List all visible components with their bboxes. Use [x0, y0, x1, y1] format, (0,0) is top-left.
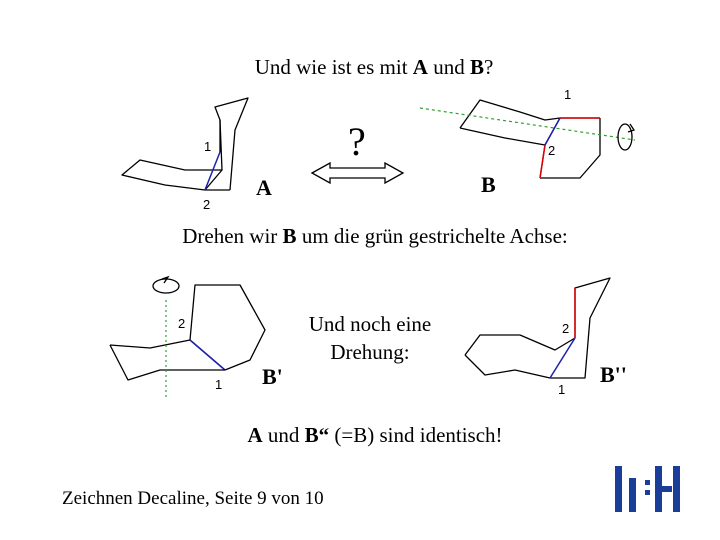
caption-another-rotation: Und noch eine Drehung: [308, 312, 432, 364]
label-bprime-c2: 2 [178, 316, 186, 331]
label-bprime: B' [262, 364, 283, 389]
molecule-bprime-structure [110, 285, 265, 380]
label-b-c1: 1 [564, 87, 572, 102]
rotation-axis-b [420, 108, 635, 140]
question-mark: ? [348, 119, 366, 164]
slide-footer: Zeichnen Decaline, Seite 9 von 10 [62, 488, 324, 509]
label-b: B [481, 172, 496, 197]
double-arrow-icon [312, 163, 403, 183]
label-bdoubleprime-c2: 2 [562, 321, 570, 336]
rotation-arrow-icon-2 [153, 277, 179, 293]
label-b-c2: 2 [548, 143, 556, 158]
slide-title: Und wie ist es mit A und B? [254, 55, 494, 79]
label-bprime-c1: 1 [215, 377, 223, 392]
rotation-arrow-icon [618, 124, 634, 150]
university-logo-icon [615, 466, 685, 512]
conclusion-text: A und B“ (=B) sind identisch! [247, 423, 503, 447]
molecule-a-structure [122, 98, 248, 190]
label-a-c1: 1 [204, 139, 212, 154]
label-bdoubleprime-c1: 1 [558, 382, 566, 397]
label-bdoubleprime: B'' [600, 362, 627, 387]
molecule-bdoubleprime-structure [465, 278, 610, 378]
label-a-c2: 2 [203, 197, 211, 212]
molecule-b-structure [460, 100, 600, 178]
caption-rotate-axis: Drehen wir B um die grün gestrichelte Achse: [182, 224, 568, 248]
label-a: A [256, 175, 272, 200]
